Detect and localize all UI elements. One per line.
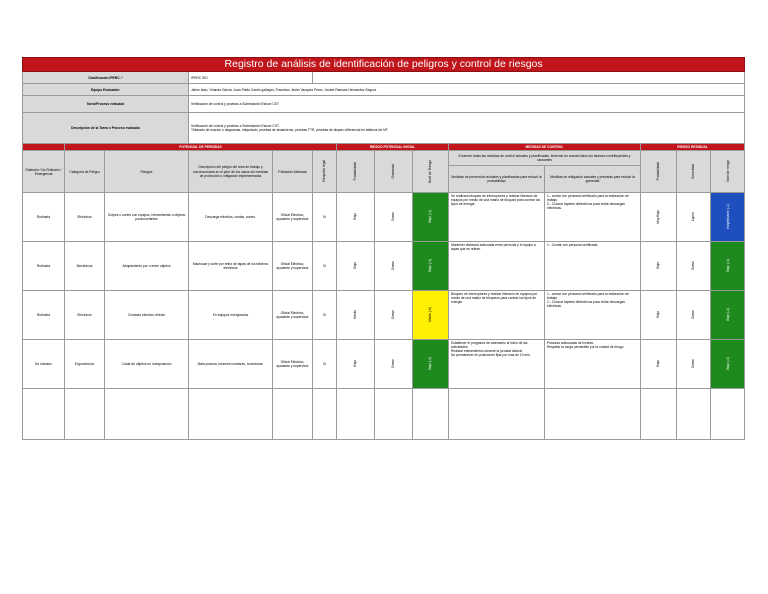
section-medidas: MEDIDAS DE CONTROL [449, 144, 641, 151]
header-nivel: Nivel de Riesgo [428, 159, 433, 183]
cell-gravedad: Grave [391, 261, 396, 271]
cell-requisito: III [313, 242, 337, 291]
cell-rutinario: Rutinaria [23, 193, 65, 242]
cell-riesgo: Golpes o cortes con equipos, herramientas u objetos punzocortantes [105, 193, 189, 242]
cell-gravedad: Grave [391, 359, 396, 369]
info-row-clasificacion [23, 72, 745, 84]
clasificacion-label: Clasificación IPERC: * [23, 72, 189, 84]
cell-descripcion: Mala postura, lesiones lumbares, torceduras. [189, 340, 273, 389]
header-probabilidad: Probabilidad [353, 161, 358, 181]
section-header-row [23, 144, 745, 151]
cell-poblacion: Oficial Eléctrico, ayudante y supervisor [273, 340, 313, 389]
header-medidas-intro: Enumere todas las medidas de control actuales y planificadas, teniendo en cuenta todos los factores contribuyentes y causantes [449, 151, 641, 166]
header-severidad-residual: Severidad [691, 163, 696, 179]
cell-probabilidad-residual: Bajo [656, 311, 661, 318]
header-requisito: Requisito legal [322, 160, 327, 182]
section-potencial: POTENCIAL DE PERDIDAS [65, 144, 337, 151]
cell-requisito: III [313, 340, 337, 389]
cell-prevencion: Establecer el programa de calendario al inicio de las actividades. Realizar estiramientos durante la jornada laboral. No permanecer en posiciones fijas por mas de 10 min. [449, 340, 545, 389]
cell-riesgo: Caída de objetos en manipulación [105, 340, 189, 389]
info-row-equipo [23, 84, 745, 96]
risk-register-sheet [22, 57, 744, 440]
header-rutinario: Rutinario / No Rutinario / Emergencia [23, 151, 65, 193]
header-categoria: Categoría de Peligro [65, 151, 105, 193]
cell-categoria: Eléctricos [65, 291, 105, 340]
cell-riesgo: Atrapamiento por o entre objetos [105, 242, 189, 291]
cell-poblacion: Oficial Eléctrico, ayudante y supervisor [273, 193, 313, 242]
cell-prevencion: Bloqueo de interruptores y realizar liberacio de equipos por medio de una matriz de bloqueos para contrar los tipos de energia [449, 291, 545, 340]
column-header-row-1 [23, 151, 745, 166]
cell-nivel: Medio (-6) [428, 307, 433, 323]
header-riesgos: Riesgos [105, 151, 189, 193]
table-row [23, 193, 745, 242]
cell-prevencion: Mantener distancia adecuada entre personal y el equipo a tapas que se retiran. [449, 242, 545, 291]
cell-nivel-residual: Insignificante (-1) [725, 203, 730, 230]
cell-categoria: Mecánicos [65, 242, 105, 291]
header-probabilidad-residual: Probabilidad [656, 161, 661, 181]
table-row [23, 242, 745, 291]
cell-probabilidad-residual: Bajo [656, 360, 661, 367]
cell-categoria: Eléctricos [65, 193, 105, 242]
cell-nivel-residual: Bajo (-4) [725, 308, 730, 321]
empty-row [23, 389, 745, 440]
clasificacion-value: IPERC ISO [189, 72, 313, 84]
header-prevencion: Medidas de prevención actuales y planificadas para reducir la probabilidad [449, 166, 545, 193]
descripcion-value: Verificación de control y pruebas a Subestación Estuce CST. Tiritarado de esando o diagramas, etiquetado, pruebas de aislamiento, pruebas TTR, pruebas de disparo diferencial en tableros de MT. [189, 113, 745, 144]
cell-mitigacion: 1.- contar con personal certificado para la realizacion de trabajo. 2.- Colocar tapetes dielectricos para evitar descargas eléctricas. [545, 291, 641, 340]
cell-nivel: Bajo (-4) [428, 357, 433, 370]
title-row [23, 58, 745, 72]
cell-nivel-residual: Bajo (-4) [725, 259, 730, 272]
cell-prevencion: Se realizara bloqueo de interruptores y realizar liberacio de equipos por medio de una matriz de bloqueo para contrar los tipos de energia [449, 193, 545, 242]
cell-probabilidad: Bajo [353, 360, 358, 367]
table-row [23, 340, 745, 389]
cell-poblacion: Oficial Eléctrico, ayudante y supervisor [273, 291, 313, 340]
cell-severidad-residual: Grave [691, 310, 696, 320]
section-riesgo-inicial: RIESGO POTENCIAL INICIAL [337, 144, 449, 151]
equipo-value: Jaime Isaic, Yolanda Garcia, Juan Pablo Castro gallegos, Francisco Javier Vazquez Perez, Jaubet Ramses Hernandez Segura [189, 84, 745, 96]
cell-descripcion: Descarga eléctrica, caídas, cortes. [189, 193, 273, 242]
info-row-tarea [23, 96, 745, 113]
cell-probabilidad-residual: Bajo [656, 262, 661, 269]
cell-categoria: Ergonómicos [65, 340, 105, 389]
cell-requisito: III [313, 193, 337, 242]
risk-rows [23, 193, 745, 389]
cell-rutinario: Rutinaria [23, 291, 65, 340]
cell-gravedad: Grave [391, 310, 396, 320]
cell-riesgo: Contacto eléctrico directo [105, 291, 189, 340]
cell-probabilidad-residual: Muy Bajo [656, 209, 661, 224]
cell-probabilidad: Bajo [353, 262, 358, 269]
tarea-label: Tarea/Proceso evaluado [23, 96, 189, 113]
header-nivel-residual: Nivel de riesgo [725, 160, 730, 182]
cell-severidad-residual: Ligero [691, 211, 696, 222]
cell-nivel: Bajo (-4) [428, 259, 433, 272]
cell-gravedad: Grave [391, 212, 396, 222]
info-row-descripcion [23, 113, 745, 144]
cell-probabilidad: Bajo [353, 213, 358, 220]
section-residual: RIESGO RESIDUAL [641, 144, 745, 151]
header-mitigacion: Medidas de mitigación actuales y previstas para reducir la gravedad [545, 166, 641, 193]
cell-mitigacion: 1.- contar con personal certificado para la realizacion de trabajo. 2.- Colocar tapetes dielectricos para evitar descargas eléctricas. [545, 193, 641, 242]
cell-severidad-residual: Grave [691, 261, 696, 271]
cell-requisito: III [313, 291, 337, 340]
cell-descripcion: En equipos energizados [189, 291, 273, 340]
tarea-value: Verificación de control y pruebas a Subestación Estuce CST [189, 96, 745, 113]
header-poblacion: Población Afectada [273, 151, 313, 193]
cell-poblacion: Oficial Eléctrico, ayudante y supervisor [273, 242, 313, 291]
header-gravedad: Gravedad [391, 163, 396, 179]
cell-nivel: Bajo (-4) [428, 210, 433, 223]
header-descripcion: Descripción del peligro del área de trabajo y consecuencias en el peor de los casos sin medidas de protección o mitigación implementadas [189, 151, 273, 193]
cell-probabilidad: Medio [353, 310, 358, 320]
cell-severidad-residual: Grave [691, 359, 696, 369]
equipo-label: Equipo Evaluador: [23, 84, 189, 96]
cell-descripcion: Machucar y corte por retiro de tapas de los tableros eléctricos [189, 242, 273, 291]
table-row [23, 291, 745, 340]
risk-register-table [22, 57, 745, 440]
cell-nivel-residual: Bajo (-4) [725, 357, 730, 370]
cell-rutinario: Rutinaria [23, 242, 65, 291]
cell-mitigacion: 1.- Contar con personal certificado. [545, 242, 641, 291]
page-title: Registro de análisis de identificación de peligros y control de riesgos [23, 58, 745, 72]
cell-rutinario: No rutinario [23, 340, 65, 389]
cell-mitigacion: Posturas adecuadas de levanto. Respetar la carga permisible por la unidad de riesgo [545, 340, 641, 389]
descripcion-label: Descripción de la Tarea o Proceso evaluado [23, 113, 189, 144]
